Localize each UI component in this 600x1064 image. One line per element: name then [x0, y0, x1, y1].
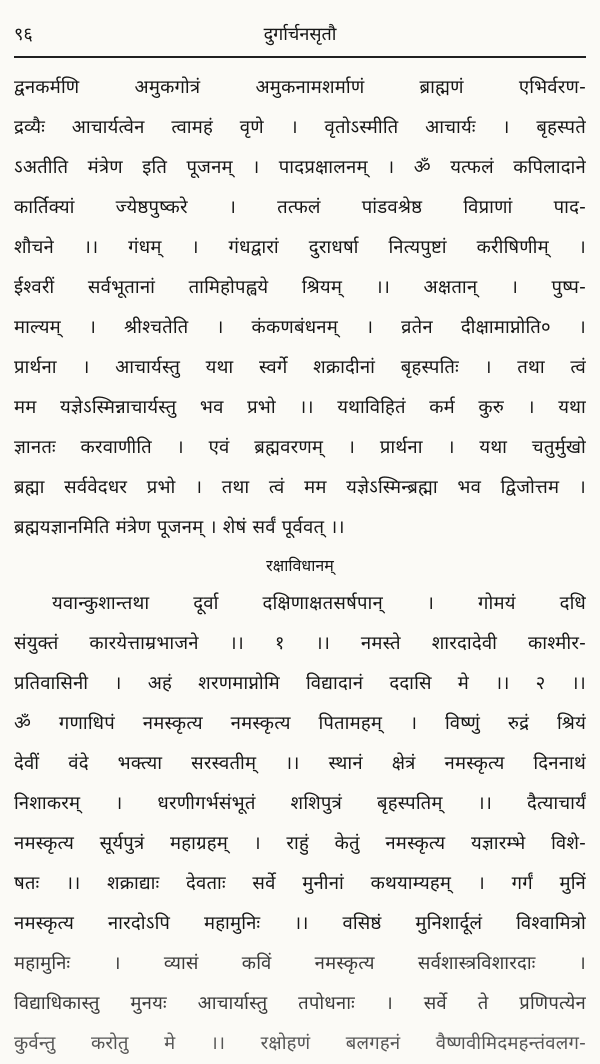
- paragraph-brahma-varana: [14, 68, 586, 548]
- text-line: प्रतिवासिनी । अहं शरणमाप्नोमि विद्यादानं ददासि मे ।। २ ।।: [14, 673, 586, 694]
- header-rule: [14, 56, 586, 58]
- section-heading: रक्षाविधानम्: [266, 556, 334, 575]
- running-title: दुर्गार्चनसृतौ: [263, 24, 337, 45]
- text-line: ब्रह्मयज्ञानमिति मंत्रेण पूजनम् । शेषं सर्वं पूर्ववत् ।।: [14, 517, 345, 538]
- text-line: नमस्कृत्य सूर्यपुत्रं महाग्रहम् । राहुं केतुं नमस्कृत्य यज्ञारम्भे विशे-: [14, 833, 586, 854]
- text-line: माल्यम् । श्रीश्चतेति । कंकणबंधनम् । व्रतेन दीक्षामाप्नोति० ।: [14, 317, 586, 338]
- text-line: प्रार्थना । आचार्यस्तु यथा स्वर्गे शक्रादीनां बृहस्पतिः । तथा त्वं: [14, 357, 586, 378]
- text-line: द्रव्यैः आचार्यत्वेन त्वामहं वृणे । वृतोऽस्मीति आचार्यः । बृहस्पते: [14, 117, 586, 138]
- text-line: ऽअतीति मंत्रेण इति पूजनम् । पादप्रक्षालनम् । ॐ यत्फलं कपिलादाने: [14, 157, 586, 178]
- text-line: विद्याधिकास्तु मुनयः आचार्यास्तु तपोधनाः । सर्वे ते प्रणिपत्येन: [14, 993, 586, 1014]
- text-line: शौचने ।। गंधम् । गंधद्वारां दुराधर्षा नित्यपुष्टां करीषिणीम् ।: [14, 237, 586, 258]
- text-line: देवीं वंदे भक्त्या सरस्वतीम् ।। स्थानं क्षेत्रं नमस्कृत्य दिननाथं: [14, 753, 586, 774]
- text-line: कुर्वन्तु करोतु मे ।। रक्षोहणं बलगहनं वैष्णवीमिदमहन्तंवलग-: [14, 1033, 586, 1054]
- paragraph-raksha-vidhana: [14, 584, 586, 1064]
- text-line: महामुनिः । व्यासं कविं नमस्कृत्य सर्वशास्त्रविशारदाः ।: [14, 953, 586, 974]
- text-line: ईश्वरीं सर्वभूतानां तामिहोपह्वये श्रियम् ।। अक्षतान् । पुष्प-: [14, 277, 586, 298]
- text-line: ॐ गणाधिपं नमस्कृत्य नमस्कृत्य पितामहम् । विष्णुं रुद्रं श्रियं: [14, 713, 586, 734]
- text-line: द्वनकर्मणि अमुकगोत्रं अमुकनामशर्माणं ब्राह्मणं एभिर्वरण-: [14, 77, 586, 98]
- text-line: संयुक्तं कारयेत्ताम्रभाजने ।। १ ।। नमस्ते शारदादेवी काश्मीर-: [14, 633, 586, 654]
- running-head: [14, 20, 586, 50]
- text-line: यवान्कुशान्तथा दूर्वा दक्षिणाक्षतसर्षपान् । गोमयं दधि: [52, 593, 586, 614]
- text-line: षतः ।। शक्राद्याः देवताः सर्वे मुनीनां कथयाम्यहम् । गर्गं मुनिं: [14, 873, 586, 894]
- text-line: नमस्कृत्य नारदोऽपि महामुनिः ।। वसिष्ठं मुनिशार्दूलं विश्वामित्रो: [14, 913, 586, 934]
- text-line: ज्ञानतः करवाणीति । एवं ब्रह्मवरणम् । प्रार्थना । यथा चतुर्मुखो: [14, 437, 586, 458]
- text-line: मम यज्ञेऽस्मिन्नाचार्यस्तु भव प्रभो ।। यथाविहितं कर्म कुरु । यथा: [14, 397, 586, 418]
- text-line: ब्रह्मा सर्ववेदधर प्रभो । तथा त्वं मम यज्ञेऽस्मिन्ब्रह्मा भव द्विजोत्तम ।: [14, 477, 586, 498]
- text-line: कार्तिक्यां ज्येष्ठपुष्करे । तत्फलं पांडवश्रेष्ठ विप्राणां पाद-: [14, 197, 586, 218]
- page-number: ९६: [14, 24, 33, 45]
- text-line: निशाकरम् । धरणीगर्भसंभूतं शशिपुत्रं बृहस्पतिम् ।। दैत्याचार्यं: [14, 793, 586, 814]
